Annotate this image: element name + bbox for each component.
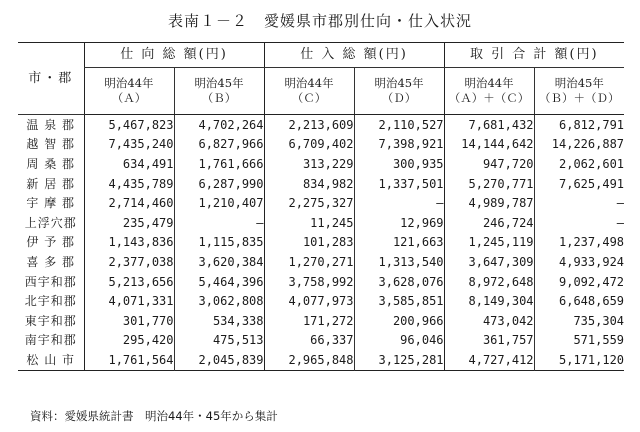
value-cell: 2,045,839 [174, 350, 264, 370]
sub-header: 明治44年 （Ａ） [84, 68, 174, 115]
value-cell: 361,757 [444, 331, 534, 351]
sub-header: 明治45年 （Ｄ） [354, 68, 444, 115]
district-name: 宇 摩 郡 [26, 196, 76, 211]
table-row [18, 135, 624, 155]
district-name: 南宇和郡 [24, 333, 77, 348]
value-cell: 2,062,601 [534, 154, 624, 174]
table-row [18, 291, 624, 311]
table-row [18, 272, 624, 292]
value-cell: 6,812,791 [534, 115, 624, 135]
value-cell: 1,270,271 [264, 252, 354, 272]
value-cell: 1,337,501 [354, 174, 444, 194]
header-group-row [18, 43, 624, 68]
value-cell: 1,245,119 [444, 233, 534, 253]
value-cell: 4,989,787 [444, 193, 534, 213]
sub-header: 明治45年 （Ｂ） [174, 68, 264, 115]
group-header-shiire: 仕 入 総 額(円) [264, 43, 444, 68]
value-cell: 14,144,642 [444, 135, 534, 155]
value-cell: 534,338 [174, 311, 264, 331]
value-cell: 235,479 [84, 213, 174, 233]
value-cell: 947,720 [444, 154, 534, 174]
value-cell: 1,115,835 [174, 233, 264, 253]
value-cell: 7,435,240 [84, 135, 174, 155]
value-cell: 3,585,851 [354, 291, 444, 311]
value-cell: 5,270,771 [444, 174, 534, 194]
value-cell: 246,724 [444, 213, 534, 233]
district-name: 上浮穴郡 [24, 215, 77, 230]
value-cell: 4,435,789 [84, 174, 174, 194]
source-footnote: 資料：愛媛県統計書 明治44年・45年から集計 [30, 409, 278, 423]
table-row [18, 213, 624, 233]
value-cell: 313,229 [264, 154, 354, 174]
value-cell: 3,647,309 [444, 252, 534, 272]
district-name: 越 智 郡 [26, 137, 76, 152]
value-cell: 1,210,407 [174, 193, 264, 213]
value-cell: 4,077,973 [264, 291, 354, 311]
value-cell: 7,625,491 [534, 174, 624, 194]
value-cell: 121,663 [354, 233, 444, 253]
value-cell: 1,761,666 [174, 154, 264, 174]
header-sub-row [18, 68, 624, 115]
value-cell: 300,935 [354, 154, 444, 174]
value-cell: 66,337 [264, 331, 354, 351]
value-cell: 5,464,396 [174, 272, 264, 292]
table-row [18, 233, 624, 253]
sub-header: 明治45年 （Ｂ）＋（Ｄ） [534, 68, 624, 115]
value-cell: 6,709,402 [264, 135, 354, 155]
group-header-shimuke: 仕 向 総 額(円) [84, 43, 264, 68]
value-cell: 1,237,498 [534, 233, 624, 253]
value-cell: 1,143,836 [84, 233, 174, 253]
value-cell: 2,714,460 [84, 193, 174, 213]
value-cell: 3,628,076 [354, 272, 444, 292]
value-cell: 6,827,966 [174, 135, 264, 155]
value-cell: 5,213,656 [84, 272, 174, 292]
value-cell: 2,377,038 [84, 252, 174, 272]
value-cell: — [174, 213, 264, 233]
value-cell: 11,245 [264, 213, 354, 233]
table-title: 表南１－２ 愛媛県市郡別仕向・仕入状況 [167, 12, 472, 30]
district-name: 周 桑 郡 [26, 156, 76, 171]
table-row [18, 331, 624, 351]
value-cell: 7,681,432 [444, 115, 534, 135]
value-cell: 2,110,527 [354, 115, 444, 135]
value-cell: 14,226,887 [534, 135, 624, 155]
value-cell: 8,972,648 [444, 272, 534, 292]
value-cell: 2,275,327 [264, 193, 354, 213]
district-name: 北宇和郡 [24, 294, 77, 309]
district-header: 市・郡 [18, 43, 84, 115]
value-cell: 200,966 [354, 311, 444, 331]
value-cell: 571,559 [534, 331, 624, 351]
table-row [18, 350, 624, 370]
table-body [18, 115, 624, 371]
value-cell: 6,648,659 [534, 291, 624, 311]
group-header-total: 取 引 合 計 額(円) [444, 43, 624, 68]
value-cell: 4,702,264 [174, 115, 264, 135]
table-row [18, 311, 624, 331]
sub-header: 明治44年 （Ｃ） [264, 68, 354, 115]
value-cell: 2,213,609 [264, 115, 354, 135]
district-name: 松 山 市 [26, 352, 76, 367]
district-name: 東宇和郡 [24, 313, 77, 328]
value-cell: 5,467,823 [84, 115, 174, 135]
value-cell: — [354, 193, 444, 213]
value-cell: 5,171,120 [534, 350, 624, 370]
table-row [18, 115, 624, 135]
value-cell: — [534, 193, 624, 213]
trade-table [18, 42, 624, 371]
value-cell: 6,287,990 [174, 174, 264, 194]
table-row [18, 174, 624, 194]
table-row [18, 193, 624, 213]
district-name: 温 泉 郡 [26, 117, 76, 132]
value-cell: 2,965,848 [264, 350, 354, 370]
value-cell: 4,071,331 [84, 291, 174, 311]
value-cell: 3,620,384 [174, 252, 264, 272]
value-cell: 12,969 [354, 213, 444, 233]
value-cell: 9,092,472 [534, 272, 624, 292]
value-cell: 735,304 [534, 311, 624, 331]
value-cell: 4,727,412 [444, 350, 534, 370]
value-cell: 8,149,304 [444, 291, 534, 311]
value-cell: 295,420 [84, 331, 174, 351]
value-cell: 475,513 [174, 331, 264, 351]
sub-header: 明治44年 （Ａ）＋（Ｃ） [444, 68, 534, 115]
district-name: 喜 多 郡 [26, 254, 76, 269]
value-cell: — [534, 213, 624, 233]
value-cell: 96,046 [354, 331, 444, 351]
table-row [18, 154, 624, 174]
value-cell: 3,062,808 [174, 291, 264, 311]
value-cell: 101,283 [264, 233, 354, 253]
value-cell: 634,491 [84, 154, 174, 174]
value-cell: 3,125,281 [354, 350, 444, 370]
value-cell: 834,982 [264, 174, 354, 194]
value-cell: 1,761,564 [84, 350, 174, 370]
district-name: 新 居 郡 [26, 176, 76, 191]
district-name: 西宇和郡 [24, 274, 77, 289]
value-cell: 473,042 [444, 311, 534, 331]
value-cell: 301,770 [84, 311, 174, 331]
district-name: 伊 予 郡 [26, 235, 76, 250]
value-cell: 7,398,921 [354, 135, 444, 155]
table-row [18, 252, 624, 272]
value-cell: 3,758,992 [264, 272, 354, 292]
value-cell: 4,933,924 [534, 252, 624, 272]
value-cell: 171,272 [264, 311, 354, 331]
value-cell: 1,313,540 [354, 252, 444, 272]
